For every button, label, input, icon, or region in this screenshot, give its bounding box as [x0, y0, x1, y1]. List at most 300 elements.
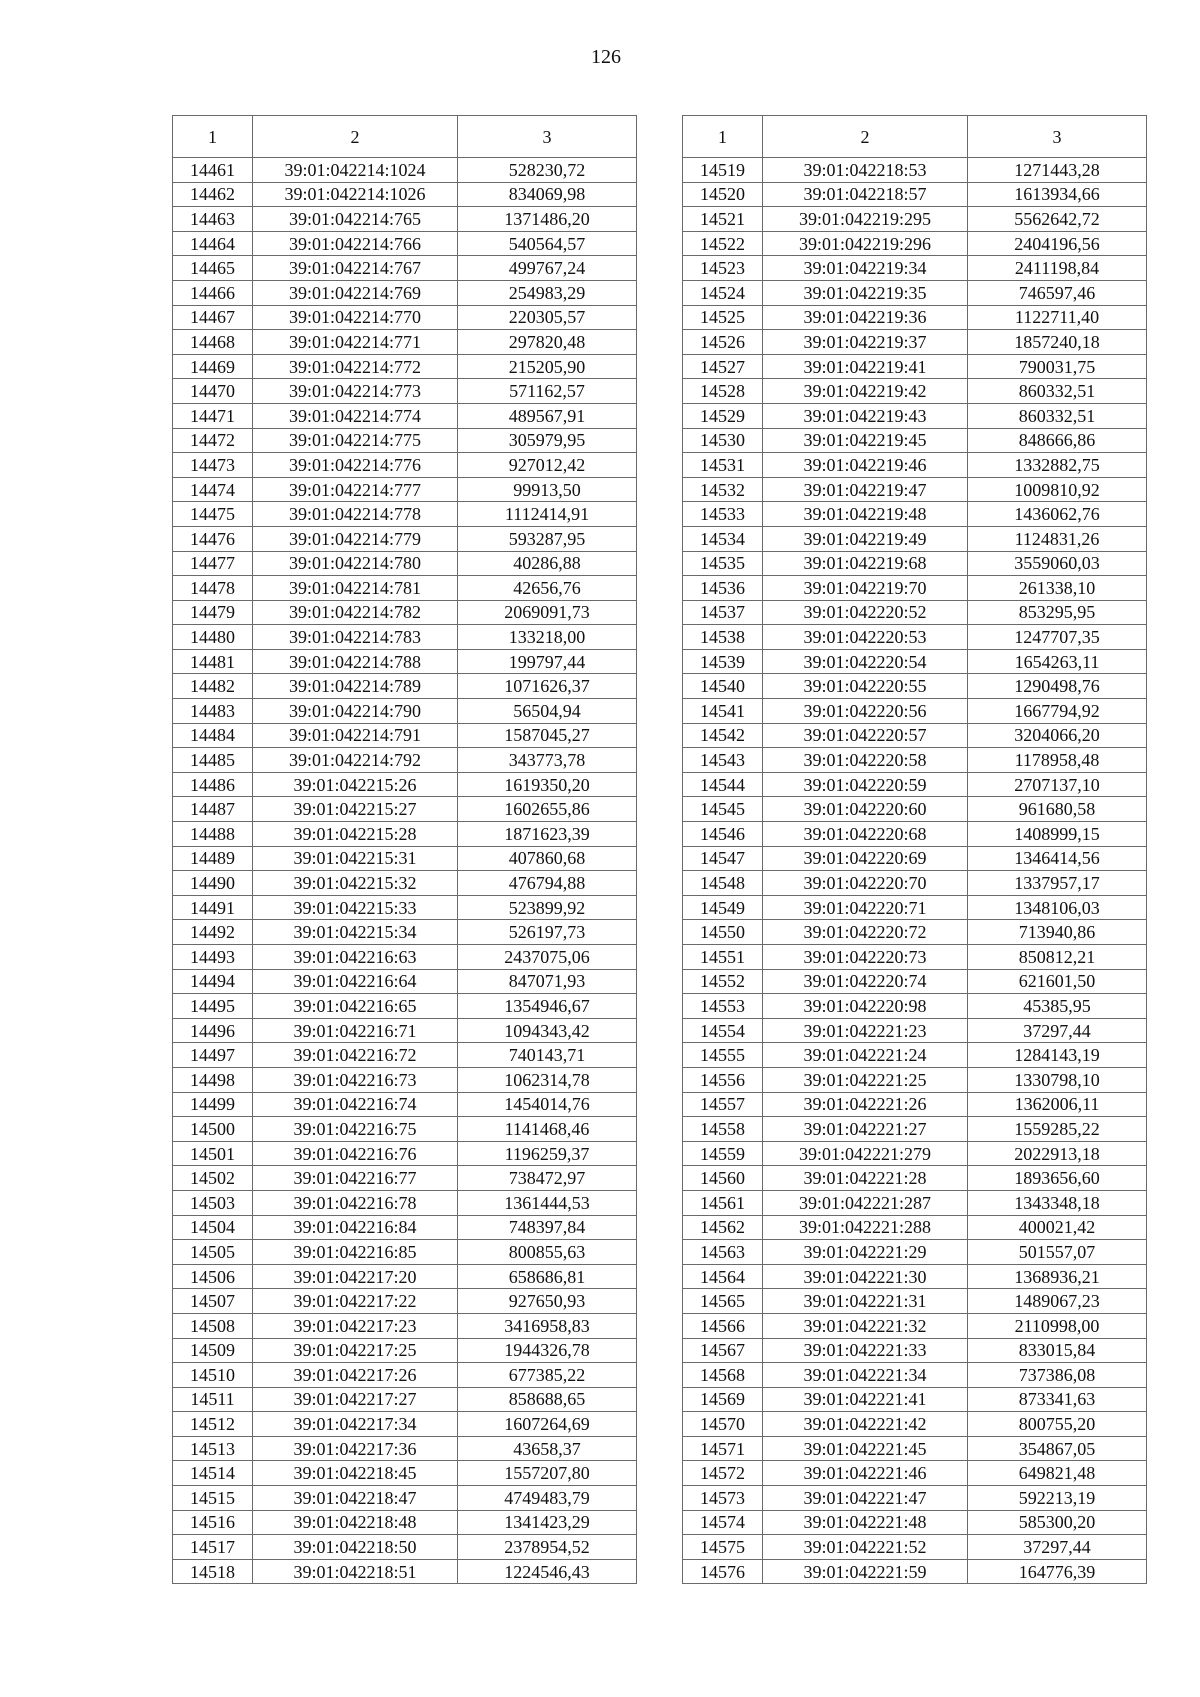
value-cell: 593287,95 [458, 526, 637, 551]
cadastral-number-cell: 39:01:042214:781 [253, 576, 458, 601]
row-number-cell: 14575 [683, 1535, 763, 1560]
cadastral-number-cell: 39:01:042220:73 [763, 945, 968, 970]
cadastral-number-cell: 39:01:042214:789 [253, 674, 458, 699]
cadastral-number-cell: 39:01:042217:25 [253, 1338, 458, 1363]
row-number-cell: 14478 [173, 576, 253, 601]
cadastral-number-cell: 39:01:042221:288 [763, 1215, 968, 1240]
row-number-cell: 14548 [683, 871, 763, 896]
table-row [683, 280, 1147, 305]
table-row [683, 797, 1147, 822]
row-number-cell: 14526 [683, 330, 763, 355]
cadastral-number-cell: 39:01:042221:48 [763, 1510, 968, 1535]
cadastral-number-cell: 39:01:042219:48 [763, 502, 968, 527]
cadastral-number-cell: 39:01:042214:774 [253, 403, 458, 428]
cadastral-number-cell: 39:01:042214:777 [253, 477, 458, 502]
row-number-cell: 14484 [173, 723, 253, 748]
value-cell: 1454014,76 [458, 1092, 637, 1117]
cadastral-number-cell: 39:01:042219:46 [763, 453, 968, 478]
table-row [173, 723, 637, 748]
table-row [683, 969, 1147, 994]
row-number-cell: 14489 [173, 846, 253, 871]
row-number-cell: 14475 [173, 502, 253, 527]
table-row [683, 1338, 1147, 1363]
row-number-cell: 14551 [683, 945, 763, 970]
row-number-cell: 14554 [683, 1018, 763, 1043]
row-number-cell: 14490 [173, 871, 253, 896]
value-cell: 305979,95 [458, 428, 637, 453]
value-cell: 133218,00 [458, 625, 637, 650]
value-cell: 2378954,52 [458, 1535, 637, 1560]
table-row [173, 428, 637, 453]
cadastral-number-cell: 39:01:042221:28 [763, 1166, 968, 1191]
cadastral-number-cell: 39:01:042214:1024 [253, 158, 458, 183]
row-number-cell: 14540 [683, 674, 763, 699]
cadastral-number-cell: 39:01:042217:23 [253, 1313, 458, 1338]
table-row [683, 330, 1147, 355]
row-number-cell: 14464 [173, 231, 253, 256]
cadastral-number-cell: 39:01:042214:775 [253, 428, 458, 453]
row-number-cell: 14543 [683, 748, 763, 773]
cadastral-number-cell: 39:01:042219:36 [763, 305, 968, 330]
row-number-cell: 14576 [683, 1559, 763, 1584]
value-cell: 1654263,11 [968, 649, 1147, 674]
value-cell: 5562642,72 [968, 207, 1147, 232]
cadastral-number-cell: 39:01:042220:70 [763, 871, 968, 896]
cadastral-number-cell: 39:01:042218:50 [253, 1535, 458, 1560]
cadastral-number-cell: 39:01:042216:73 [253, 1067, 458, 1092]
table-row [173, 1117, 637, 1142]
cadastral-number-cell: 39:01:042221:34 [763, 1363, 968, 1388]
value-cell: 407860,68 [458, 846, 637, 871]
row-number-cell: 14544 [683, 772, 763, 797]
table-row [683, 231, 1147, 256]
cadastral-number-cell: 39:01:042214:790 [253, 699, 458, 724]
row-number-cell: 14509 [173, 1338, 253, 1363]
cadastral-number-cell: 39:01:042216:84 [253, 1215, 458, 1240]
row-number-cell: 14471 [173, 403, 253, 428]
table-row [173, 354, 637, 379]
value-cell: 677385,22 [458, 1363, 637, 1388]
row-number-cell: 14491 [173, 895, 253, 920]
table-row [173, 379, 637, 404]
table-row [683, 403, 1147, 428]
value-cell: 354867,05 [968, 1436, 1147, 1461]
row-number-cell: 14502 [173, 1166, 253, 1191]
row-number-cell: 14557 [683, 1092, 763, 1117]
value-cell: 43658,37 [458, 1436, 637, 1461]
cadastral-number-cell: 39:01:042217:26 [253, 1363, 458, 1388]
table-row [683, 723, 1147, 748]
table-row [683, 526, 1147, 551]
table-row [683, 502, 1147, 527]
table-row [683, 1190, 1147, 1215]
row-number-cell: 14561 [683, 1190, 763, 1215]
row-number-cell: 14567 [683, 1338, 763, 1363]
table-row [683, 748, 1147, 773]
header-row [173, 116, 637, 158]
value-cell: 1196259,37 [458, 1141, 637, 1166]
row-number-cell: 14565 [683, 1289, 763, 1314]
table-row [683, 1436, 1147, 1461]
table-row [173, 846, 637, 871]
value-cell: 528230,72 [458, 158, 637, 183]
table-row [683, 1289, 1147, 1314]
value-cell: 1362006,11 [968, 1092, 1147, 1117]
table-row [683, 576, 1147, 601]
cadastral-number-cell: 39:01:042221:24 [763, 1043, 968, 1068]
value-cell: 873341,63 [968, 1387, 1147, 1412]
cadastral-number-cell: 39:01:042214:776 [253, 453, 458, 478]
value-cell: 961680,58 [968, 797, 1147, 822]
cadastral-number-cell: 39:01:042218:45 [253, 1461, 458, 1486]
value-cell: 37297,44 [968, 1018, 1147, 1043]
table-row [683, 994, 1147, 1019]
table-row [173, 1461, 637, 1486]
row-number-cell: 14470 [173, 379, 253, 404]
row-number-cell: 14533 [683, 502, 763, 527]
cadastral-number-cell: 39:01:042219:43 [763, 403, 968, 428]
value-cell: 1341423,29 [458, 1510, 637, 1535]
cadastral-number-cell: 39:01:042215:31 [253, 846, 458, 871]
row-number-cell: 14498 [173, 1067, 253, 1092]
value-cell: 746597,46 [968, 280, 1147, 305]
value-cell: 2707137,10 [968, 772, 1147, 797]
cadastral-number-cell: 39:01:042217:27 [253, 1387, 458, 1412]
value-cell: 927012,42 [458, 453, 637, 478]
cadastral-number-cell: 39:01:042217:22 [253, 1289, 458, 1314]
row-number-cell: 14562 [683, 1215, 763, 1240]
row-number-cell: 14553 [683, 994, 763, 1019]
value-cell: 1489067,23 [968, 1289, 1147, 1314]
table-row [683, 256, 1147, 281]
value-cell: 1408999,15 [968, 822, 1147, 847]
cadastral-number-cell: 39:01:042219:45 [763, 428, 968, 453]
value-cell: 1071626,37 [458, 674, 637, 699]
value-cell: 40286,88 [458, 551, 637, 576]
cadastral-number-cell: 39:01:042221:29 [763, 1240, 968, 1265]
table-row [173, 1387, 637, 1412]
table-row [173, 674, 637, 699]
table-row [683, 1535, 1147, 1560]
row-number-cell: 14524 [683, 280, 763, 305]
table-row [683, 158, 1147, 183]
row-number-cell: 14512 [173, 1412, 253, 1437]
table-row [683, 477, 1147, 502]
row-number-cell: 14538 [683, 625, 763, 650]
cadastral-number-cell: 39:01:042221:31 [763, 1289, 968, 1314]
column-header-3: 3 [968, 116, 1147, 158]
row-number-cell: 14516 [173, 1510, 253, 1535]
table-row [683, 1313, 1147, 1338]
table-row [173, 1338, 637, 1363]
row-number-cell: 14564 [683, 1264, 763, 1289]
table-row [173, 748, 637, 773]
value-cell: 1346414,56 [968, 846, 1147, 871]
cadastral-number-cell: 39:01:042218:48 [253, 1510, 458, 1535]
value-cell: 2022913,18 [968, 1141, 1147, 1166]
table-row [173, 477, 637, 502]
row-number-cell: 14496 [173, 1018, 253, 1043]
table-row [173, 1166, 637, 1191]
column-header-3: 3 [458, 116, 637, 158]
cadastral-number-cell: 39:01:042219:41 [763, 354, 968, 379]
table-row [173, 600, 637, 625]
cadastral-number-cell: 39:01:042221:46 [763, 1461, 968, 1486]
value-cell: 1062314,78 [458, 1067, 637, 1092]
cadastral-number-cell: 39:01:042220:59 [763, 772, 968, 797]
cadastral-number-cell: 39:01:042216:63 [253, 945, 458, 970]
value-cell: 1361444,53 [458, 1190, 637, 1215]
data-table-left [172, 115, 637, 1584]
table-row [173, 969, 637, 994]
table-row [683, 1363, 1147, 1388]
value-cell: 571162,57 [458, 379, 637, 404]
table-row [683, 1387, 1147, 1412]
table-row [683, 699, 1147, 724]
row-number-cell: 14531 [683, 453, 763, 478]
row-number-cell: 14568 [683, 1363, 763, 1388]
row-number-cell: 14537 [683, 600, 763, 625]
cadastral-number-cell: 39:01:042220:98 [763, 994, 968, 1019]
value-cell: 1602655,86 [458, 797, 637, 822]
value-cell: 737386,08 [968, 1363, 1147, 1388]
table-row [173, 1412, 637, 1437]
table-row [683, 920, 1147, 945]
table-row [173, 1215, 637, 1240]
row-number-cell: 14571 [683, 1436, 763, 1461]
value-cell: 3416958,83 [458, 1313, 637, 1338]
row-number-cell: 14514 [173, 1461, 253, 1486]
value-cell: 254983,29 [458, 280, 637, 305]
data-table-right [682, 115, 1147, 1584]
cadastral-number-cell: 39:01:042221:42 [763, 1412, 968, 1437]
value-cell: 343773,78 [458, 748, 637, 773]
table-row [683, 305, 1147, 330]
value-cell: 523899,92 [458, 895, 637, 920]
row-number-cell: 14492 [173, 920, 253, 945]
value-cell: 1141468,46 [458, 1117, 637, 1142]
table-row [173, 1510, 637, 1535]
cadastral-number-cell: 39:01:042220:52 [763, 600, 968, 625]
cadastral-number-cell: 39:01:042220:69 [763, 846, 968, 871]
table-row [683, 207, 1147, 232]
table-row [683, 895, 1147, 920]
value-cell: 42656,76 [458, 576, 637, 601]
value-cell: 592213,19 [968, 1486, 1147, 1511]
cadastral-number-cell: 39:01:042220:55 [763, 674, 968, 699]
value-cell: 1871623,39 [458, 822, 637, 847]
table-row [683, 1043, 1147, 1068]
value-cell: 297820,48 [458, 330, 637, 355]
table-row [683, 945, 1147, 970]
table-row [173, 920, 637, 945]
table-row [173, 1043, 637, 1068]
header-row [683, 116, 1147, 158]
row-number-cell: 14541 [683, 699, 763, 724]
cadastral-number-cell: 39:01:042215:27 [253, 797, 458, 822]
row-number-cell: 14476 [173, 526, 253, 551]
table-row [683, 1067, 1147, 1092]
row-number-cell: 14542 [683, 723, 763, 748]
table-row [173, 1436, 637, 1461]
row-number-cell: 14546 [683, 822, 763, 847]
row-number-cell: 14520 [683, 182, 763, 207]
row-number-cell: 14529 [683, 403, 763, 428]
cadastral-number-cell: 39:01:042219:35 [763, 280, 968, 305]
cadastral-number-cell: 39:01:042214:783 [253, 625, 458, 650]
value-cell: 489567,91 [458, 403, 637, 428]
row-number-cell: 14472 [173, 428, 253, 453]
row-number-cell: 14493 [173, 945, 253, 970]
value-cell: 1332882,75 [968, 453, 1147, 478]
value-cell: 1587045,27 [458, 723, 637, 748]
cadastral-number-cell: 39:01:042219:49 [763, 526, 968, 551]
row-number-cell: 14574 [683, 1510, 763, 1535]
row-number-cell: 14532 [683, 477, 763, 502]
table-row [683, 1166, 1147, 1191]
value-cell: 499767,24 [458, 256, 637, 281]
cadastral-number-cell: 39:01:042214:767 [253, 256, 458, 281]
cadastral-number-cell: 39:01:042214:769 [253, 280, 458, 305]
table-row [683, 1264, 1147, 1289]
cadastral-number-cell: 39:01:042221:26 [763, 1092, 968, 1117]
row-number-cell: 14481 [173, 649, 253, 674]
table-row [683, 1018, 1147, 1043]
value-cell: 476794,88 [458, 871, 637, 896]
value-cell: 833015,84 [968, 1338, 1147, 1363]
value-cell: 1224546,43 [458, 1559, 637, 1584]
value-cell: 540564,57 [458, 231, 637, 256]
table-row [683, 1092, 1147, 1117]
cadastral-number-cell: 39:01:042216:74 [253, 1092, 458, 1117]
table-row [173, 305, 637, 330]
row-number-cell: 14572 [683, 1461, 763, 1486]
table-row [683, 1141, 1147, 1166]
table-row [173, 1486, 637, 1511]
cadastral-number-cell: 39:01:042220:71 [763, 895, 968, 920]
table-row [173, 526, 637, 551]
row-number-cell: 14549 [683, 895, 763, 920]
cadastral-number-cell: 39:01:042216:77 [253, 1166, 458, 1191]
table-row [173, 453, 637, 478]
cadastral-number-cell: 39:01:042220:68 [763, 822, 968, 847]
row-number-cell: 14468 [173, 330, 253, 355]
table-row [173, 1535, 637, 1560]
cadastral-number-cell: 39:01:042221:52 [763, 1535, 968, 1560]
row-number-cell: 14530 [683, 428, 763, 453]
row-number-cell: 14559 [683, 1141, 763, 1166]
value-cell: 2110998,00 [968, 1313, 1147, 1338]
value-cell: 847071,93 [458, 969, 637, 994]
value-cell: 621601,50 [968, 969, 1147, 994]
value-cell: 585300,20 [968, 1510, 1147, 1535]
cadastral-number-cell: 39:01:042220:58 [763, 748, 968, 773]
row-number-cell: 14506 [173, 1264, 253, 1289]
cadastral-number-cell: 39:01:042217:20 [253, 1264, 458, 1289]
cadastral-number-cell: 39:01:042220:72 [763, 920, 968, 945]
cadastral-number-cell: 39:01:042219:70 [763, 576, 968, 601]
row-number-cell: 14573 [683, 1486, 763, 1511]
table-row [173, 576, 637, 601]
value-cell: 850812,21 [968, 945, 1147, 970]
row-number-cell: 14507 [173, 1289, 253, 1314]
row-number-cell: 14528 [683, 379, 763, 404]
table-row [173, 1559, 637, 1584]
cadastral-number-cell: 39:01:042216:75 [253, 1117, 458, 1142]
cadastral-number-cell: 39:01:042221:25 [763, 1067, 968, 1092]
value-cell: 658686,81 [458, 1264, 637, 1289]
cadastral-number-cell: 39:01:042221:47 [763, 1486, 968, 1511]
value-cell: 1122711,40 [968, 305, 1147, 330]
cadastral-number-cell: 39:01:042216:72 [253, 1043, 458, 1068]
cadastral-number-cell: 39:01:042214:773 [253, 379, 458, 404]
row-number-cell: 14505 [173, 1240, 253, 1265]
table-row [173, 945, 637, 970]
value-cell: 1436062,76 [968, 502, 1147, 527]
table-row [173, 871, 637, 896]
row-number-cell: 14511 [173, 1387, 253, 1412]
cadastral-number-cell: 39:01:042221:33 [763, 1338, 968, 1363]
value-cell: 1944326,78 [458, 1338, 637, 1363]
cadastral-number-cell: 39:01:042216:78 [253, 1190, 458, 1215]
table-row [683, 1486, 1147, 1511]
value-cell: 1371486,20 [458, 207, 637, 232]
table-row [173, 256, 637, 281]
table-row [683, 1117, 1147, 1142]
row-number-cell: 14545 [683, 797, 763, 822]
cadastral-number-cell: 39:01:042221:23 [763, 1018, 968, 1043]
row-number-cell: 14463 [173, 207, 253, 232]
table-row [683, 649, 1147, 674]
table-row [173, 280, 637, 305]
cadastral-number-cell: 39:01:042214:771 [253, 330, 458, 355]
cadastral-number-cell: 39:01:042217:34 [253, 1412, 458, 1437]
value-cell: 261338,10 [968, 576, 1147, 601]
row-number-cell: 14469 [173, 354, 253, 379]
page-number: 126 [591, 46, 621, 68]
table-row [683, 822, 1147, 847]
column-header-2: 2 [253, 116, 458, 158]
table-row [173, 772, 637, 797]
row-number-cell: 14467 [173, 305, 253, 330]
cadastral-number-cell: 39:01:042219:47 [763, 477, 968, 502]
value-cell: 1559285,22 [968, 1117, 1147, 1142]
row-number-cell: 14486 [173, 772, 253, 797]
row-number-cell: 14555 [683, 1043, 763, 1068]
cadastral-number-cell: 39:01:042214:1026 [253, 182, 458, 207]
value-cell: 740143,71 [458, 1043, 637, 1068]
value-cell: 1337957,17 [968, 871, 1147, 896]
row-number-cell: 14570 [683, 1412, 763, 1437]
row-number-cell: 14534 [683, 526, 763, 551]
value-cell: 1178958,48 [968, 748, 1147, 773]
table-row [173, 1264, 637, 1289]
value-cell: 927650,93 [458, 1289, 637, 1314]
cadastral-number-cell: 39:01:042221:30 [763, 1264, 968, 1289]
row-number-cell: 14487 [173, 797, 253, 822]
cadastral-number-cell: 39:01:042220:74 [763, 969, 968, 994]
cadastral-number-cell: 39:01:042214:770 [253, 305, 458, 330]
table-row [173, 699, 637, 724]
table-row [173, 330, 637, 355]
cadastral-number-cell: 39:01:042218:47 [253, 1486, 458, 1511]
table-row [683, 600, 1147, 625]
row-number-cell: 14482 [173, 674, 253, 699]
row-number-cell: 14558 [683, 1117, 763, 1142]
value-cell: 1009810,92 [968, 477, 1147, 502]
table-row [173, 1067, 637, 1092]
cadastral-number-cell: 39:01:042217:36 [253, 1436, 458, 1461]
